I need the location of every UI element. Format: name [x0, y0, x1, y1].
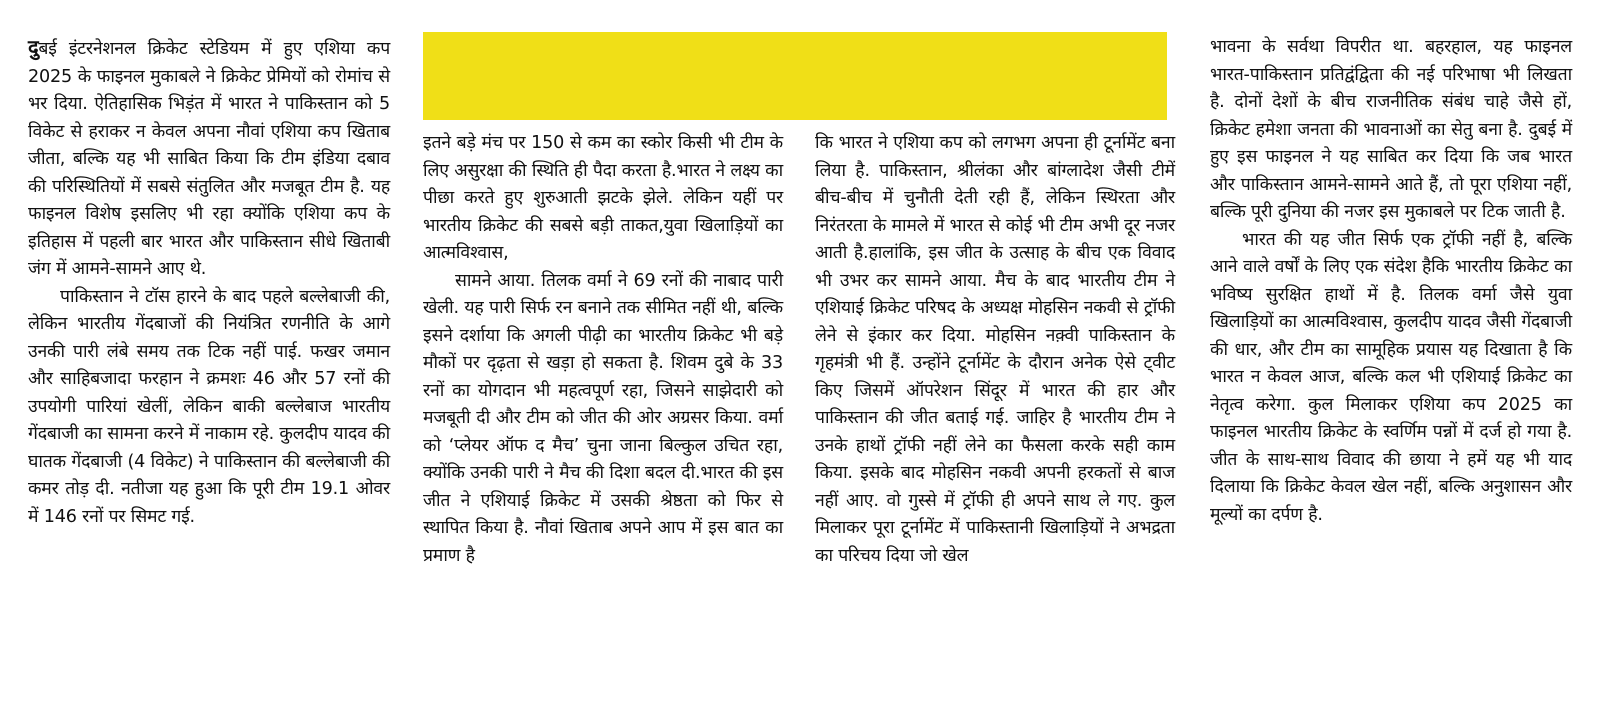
article-column-1	[28, 34, 390, 531]
paragraph-text: बई इंटरनेशनल क्रिकेट स्टेडियम में हुए एशिया कप 2025 के फाइनल मुकाबले ने क्रिकेट प्रेमियों को रोमांच से भर दिया. ऐतिहासिक भिड़ंत में भारत ने पाकिस्तान को 5 विकेट से हराकर न केवल अपना नौवां एशिया कप खिताब जीता, बल्कि यह भी साबित किया कि टीम इंडिया दबाव की परिस्थितियों में सबसे संतुलित और मजबूत टीम है. यह फाइनल विशेष इसलिए भी रहा क्योंकि एशिया कप के इतिहास में पहली बार भारत और पाकिस्तान सीधे खिताबी जंग में आमने-सामने आए थे.	[28, 39, 390, 279]
paragraph: भावना के सर्वथा विपरीत था. बहरहाल, यह फाइनल भारत-पाकिस्तान प्रतिद्वंद्विता की नई परिभाषा भी लिखता है. दोनों देशों के बीच राजनीतिक संबंध चाहे जैसे हों, क्रिकेट हमेशा जनता की भावनाओं का सेतु बना है. दुबई में हुए इस फाइनल ने यह साबित कर दिया कि जब भारत और पाकिस्तान आमने-सामने आते हैं, तो पूरा एशिया नहीं, बल्कि पूरी दुनिया की नजर इस मुकाबले पर टिक जाती है.	[1210, 37, 1572, 222]
paragraph: पाकिस्तान ने टॉस हारने के बाद पहले बल्लेबाजी की, लेकिन भारतीय गेंदबाजों की नियंत्रित रणनीति के आगे उनकी पारी लंबे समय तक टिक नहीं पाई. फखर जमान और साहिबजादा फरहान ने क्रमशः 46 और 57 रनों की उपयोगी पारियां खेलीं, लेकिन बाकी बल्लेबाज भारतीय गेंदबाजी का सामना करने में नाकाम रहे. कुलदीप यादव की घातक गेंदबाजी (4 विकेट) ने पाकिस्तान की बल्लेबाजी की कमर तोड़ दी. नतीजा यह हुआ कि पूरी टीम 19.1 ओवर में 146 रनों पर सिमट गई.	[28, 286, 390, 527]
article-column-2	[423, 130, 783, 570]
yellow-banner	[423, 32, 1167, 120]
paragraph: भारत की यह जीत सिर्फ एक ट्रॉफी नहीं है, बल्कि आने वाले वर्षों के लिए एक संदेश हैकि भारतीय क्रिकेट का भविष्य सुरक्षित हाथों में है. तिलक वर्मा जैसे युवा खिलाड़ियों का आत्मविश्वास, कुलदीप यादव जैसी गेंदबाजी की धार, और टीम का सामूहिक प्रयास यह दिखाता है कि भारत न केवल आज, बल्कि कल भी एशियाई क्रिकेट का नेतृत्व करेगा. कुल मिलाकर एशिया कप 2025 का फाइनल भारतीय क्रिकेट के स्वर्णिम पन्नों में दर्ज हो गया है. जीत के साथ-साथ विवाद की छाया ने हमें यह भी याद दिलाया कि क्रिकेट केवल खेल नहीं, बल्कि अनुशासन और मूल्यों का दर्पण है.	[1210, 229, 1572, 525]
paragraph: इतने बड़े मंच पर 150 से कम का स्कोर किसी भी टीम के लिए असुरक्षा की स्थिति ही पैदा करता है.भारत ने लक्ष्य का पीछा करते हुए शुरुआती झटके झेले. लेकिन यहीं पर भारतीय क्रिकेट की सबसे बड़ी ताकत,युवा खिलाड़ियों का आत्मविश्वास,	[423, 133, 783, 263]
drop-cap: दु	[28, 35, 39, 59]
paragraph: सामने आया. तिलक वर्मा ने 69 रनों की नाबाद पारी खेली. यह पारी सिर्फ रन बनाने तक सीमित नहीं थी, बल्कि इसने दर्शाया कि अगली पीढ़ी का भारतीय क्रिकेट भी बड़े मौकों पर दृढ़ता से खड़ा हो सकता है. शिवम दुबे के 33 रनों का योगदान भी महत्वपूर्ण रहा, जिसने साझेदारी को मजबूती दी और टीम को जीत की ओर अग्रसर किया. वर्मा को ‘प्लेयर ऑफ द मैच’ चुना जाना बिल्कुल उचित रहा, क्योंकि उनकी पारी ने मैच की दिशा बदल दी.भारत की इस जीत ने एशियाई क्रिकेट में उसकी श्रेष्ठता को फिर से स्थापित किया है. नौवां खिताब अपने आप में इस बात का प्रमाण है	[423, 270, 783, 566]
paragraph: कि भारत ने एशिया कप को लगभग अपना ही टूर्नामेंट बना लिया है. पाकिस्तान, श्रीलंका और बांग्लादेश जैसी टीमें बीच-बीच में चुनौती देती रही हैं, लेकिन स्थिरता और निरंतरता के मामले में भारत से कोई भी टीम अभी दूर नजर आती है.हालांकि, इस जीत के उत्साह के बीच एक विवाद भी उभर कर सामने आया. मैच के बाद भारतीय टीम ने एशियाई क्रिकेट परिषद के अध्यक्ष मोहसिन नकवी से ट्रॉफी लेने से इंकार कर दिया. मोहसिन नक़्वी पाकिस्तान के गृहमंत्री भी हैं. उन्होंने टूर्नामेंट के दौरान अनेक ऐसे ट्वीट किए जिसमें ऑपरेशन सिंदूर में भारत की हार और पाकिस्तान की जीत बताई गई. जाहिर है भारतीय टीम ने उनके हाथों ट्रॉफी नहीं लेने का फैसला करके सही काम किया. इसके बाद मोहसिन नकवी अपनी हरकतों से बाज नहीं आए. वो गुस्से में ट्रॉफी ही अपने साथ ले गए. कुल मिलाकर पूरा टूर्नामेंट में पाकिस्तानी खिलाड़ियों ने अभद्रता का परिचय दिया जो खेल	[815, 133, 1175, 566]
article-column-3	[815, 130, 1175, 570]
article-column-4	[1210, 34, 1572, 529]
paragraph	[28, 34, 390, 284]
